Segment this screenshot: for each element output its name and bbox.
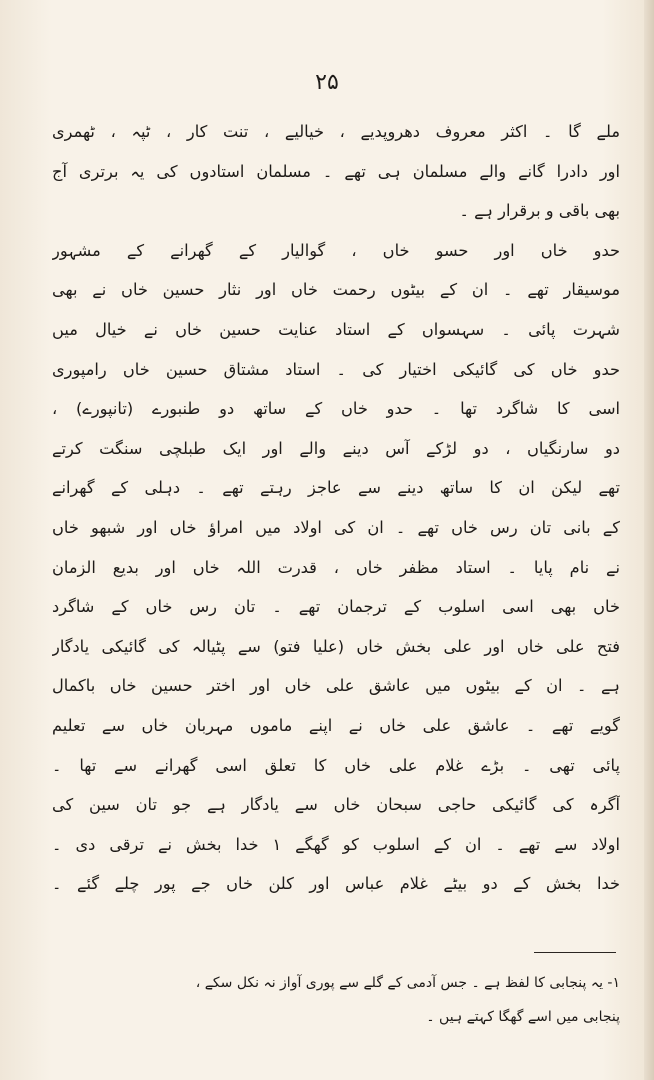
text-line: تھے لیکن ان کا ساتھ دینے سے عاجز رہتے تھے ۔ دہلی کے گھرانے	[52, 478, 620, 498]
text-line: پائی تھی ۔ بڑے غلام علی خاں کا تعلق اسی گھرانے سے تھا ۔	[52, 755, 620, 775]
text-line: ہے ۔ ان کے بیٹوں میں عاشق علی خاں اور اختر حسین خاں باکمال	[52, 676, 620, 696]
footnotes	[74, 966, 620, 1034]
text-line: شہرت پائی ۔ سہسواں کے استاد عنایت حسین خاں نے خیال میں	[52, 319, 620, 339]
text-line: فتح علی خاں اور علی بخش خاں (علیا فتو) سے پٹیالہ کی گائیکی یادگار	[52, 636, 620, 656]
text-line: آگرہ کی گائیکی حاجی سبحان خاں سے یادگار ہے جو تان سین کی	[52, 795, 620, 815]
text-line: بھی باقی و برقرار ہے ۔	[459, 201, 620, 221]
page-number: ۲۵	[315, 70, 339, 95]
text-line: حدو خاں اور حسو خاں ، گوالیار کے گھرانے کے مشہور	[52, 240, 620, 260]
text-line: موسیقار تھے ۔ ان کے بیٹوں رحمت خاں اور نثار حسین خاں نے بھی	[52, 280, 620, 300]
text-line: حدو خاں کی گائیکی اختیار کی ۔ استاد مشتاق حسین خاں رامپوری	[52, 359, 620, 379]
text-line: کے بانی تان رس خاں تھے ۔ ان کی اولاد میں امراؤ خاں اور شبھو خاں	[52, 517, 620, 537]
text-line: خدا بخش کے دو بیٹے غلام عباس اور کلن خاں جے پور چلے گئے ۔	[52, 874, 620, 894]
footnote-line: ۱- یہ پنجابی کا لفظ ہے ۔ جس آدمی کے گلے سے پوری آواز نہ نکل سکے ،	[195, 975, 620, 991]
text-line: نے نام پایا ۔ استاد مظفر خاں ، قدرت اللہ خاں اور بدیع الزمان	[52, 557, 620, 577]
text-line: اسی کا شاگرد تھا ۔ حدو خاں کے ساتھ دو طنبورے (تانپورے) ،	[52, 399, 620, 419]
text-line: دو سارنگیاں ، دو لڑکے آس دینے والے اور ایک طبلچی سنگت کرتے	[52, 438, 620, 458]
text-line: گویے تھے ۔ عاشق علی خاں نے اپنے ماموں مہربان خاں سے تعلیم	[52, 715, 620, 735]
body-text	[52, 112, 620, 904]
text-line: خاں بھی اسی اسلوب کے ترجمان تھے ۔ تان رس خاں کے شاگرد	[52, 597, 620, 617]
footnote-line: پنجابی میں اسے گھگا کہتے ہیں ۔	[426, 1009, 620, 1025]
text-line: اولاد سے تھے ۔ ان کے اسلوب کو گھگے ۱ خدا بخش نے ترقی دی ۔	[52, 834, 620, 854]
page-edge-shadow	[644, 0, 654, 1080]
text-line: اور دادرا گانے والے مسلمان ہی تھے ۔ مسلمان استادوں کی یہ برتری آج	[52, 161, 620, 181]
text-line: ملے گا ۔ اکثر معروف دھروپدیے ، خیالیے ، تنت کار ، ٹپہ ، ٹھمری	[52, 122, 620, 141]
footnote-divider	[534, 952, 616, 953]
